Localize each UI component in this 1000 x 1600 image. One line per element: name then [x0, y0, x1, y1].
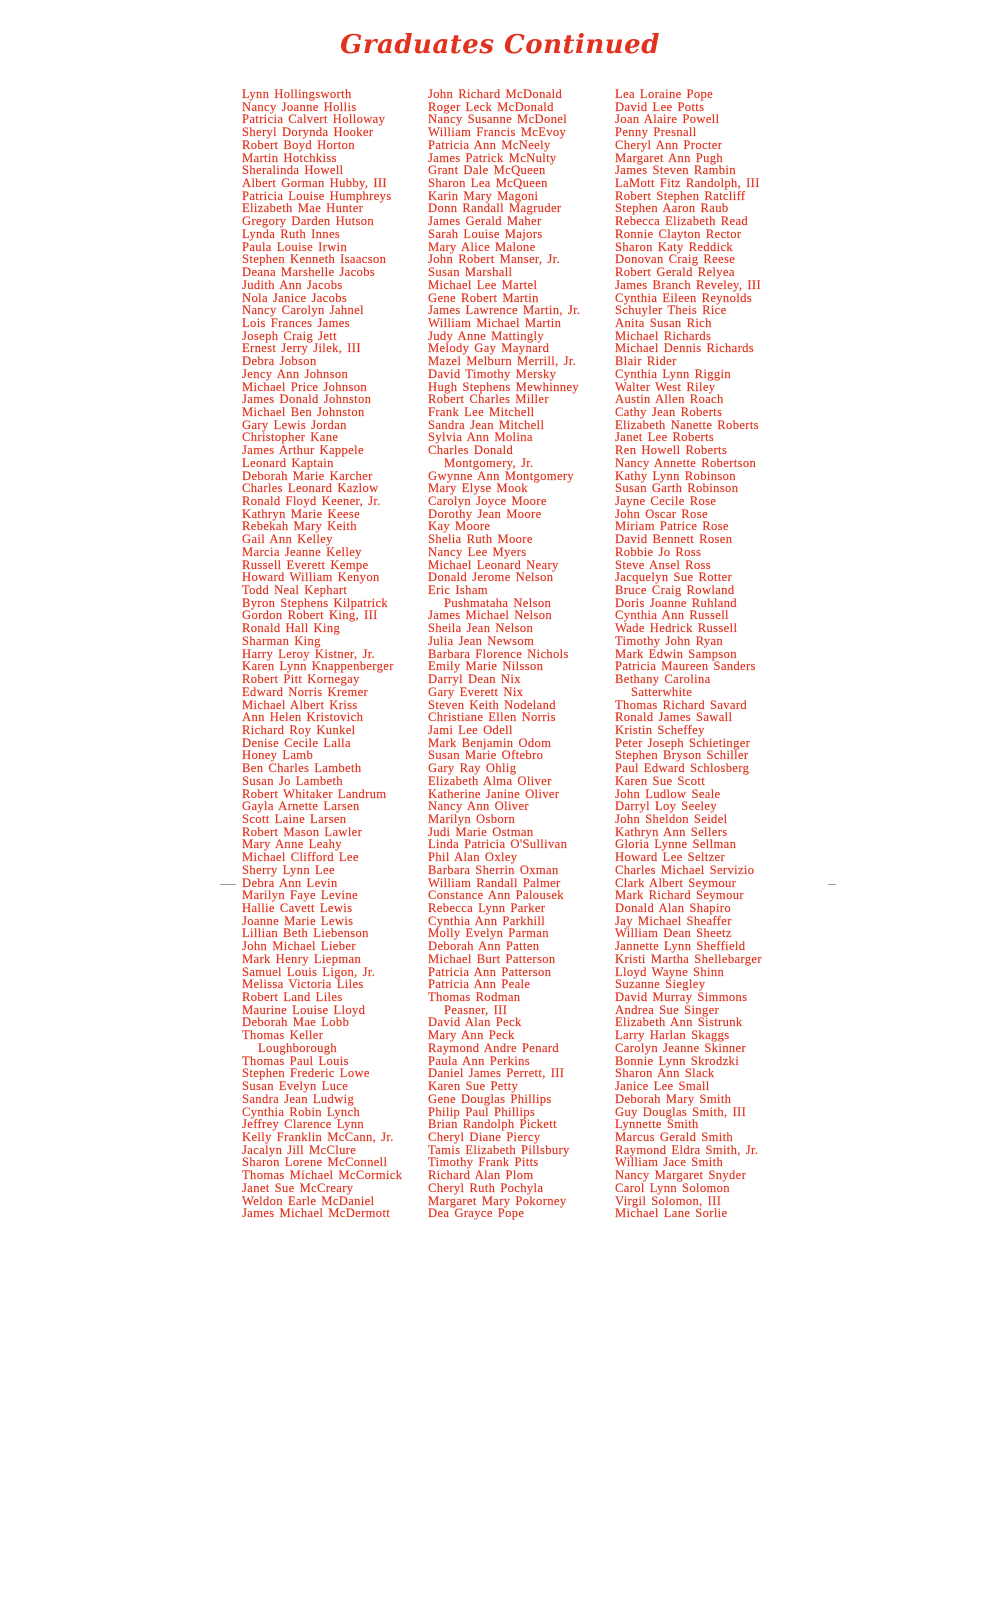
- graduate-name: Michael Lee Martel: [428, 277, 538, 292]
- graduate-name: Russell Everett Kempe: [242, 557, 369, 572]
- graduate-name: Susan Marshall: [428, 265, 513, 280]
- graduate-name: Honey Lamb: [242, 748, 314, 763]
- graduate-name: Weldon Earle McDaniel: [242, 1193, 375, 1208]
- graduate-name: Todd Neal Kephart: [242, 583, 348, 598]
- graduate-name: James Gerald Maher: [428, 214, 542, 229]
- graduate-name: Margaret Mary Pokorney: [428, 1193, 567, 1208]
- graduate-name: Patricia Louise Humphreys: [242, 188, 392, 203]
- graduate-name: Jency Ann Johnson: [242, 366, 349, 381]
- graduate-name: Kathryn Ann Sellers: [615, 824, 728, 839]
- graduate-name: John Oscar Rose: [615, 506, 708, 521]
- graduate-name: Cynthia Ann Russell: [615, 608, 729, 623]
- graduate-name: Schuyler Theis Rice: [615, 303, 727, 318]
- graduate-name: Linda Patricia O'Sullivan: [428, 837, 568, 852]
- graduate-name: Mark Edwin Sampson: [615, 646, 737, 661]
- graduate-name: David Timothy Mersky: [428, 366, 557, 381]
- graduate-name: Jannette Lynn Sheffield: [615, 939, 746, 954]
- graduate-name: Bethany Carolina: [615, 672, 711, 687]
- graduate-name: James Michael McDermott: [242, 1206, 391, 1221]
- graduate-name: Jeffrey Clarence Lynn: [242, 1117, 365, 1132]
- graduate-name: James Steven Rambin: [615, 163, 736, 178]
- graduate-name: Montgomery, Jr.: [444, 455, 534, 470]
- graduate-name: William Randall Palmer: [428, 875, 561, 890]
- graduate-name: Peasner, III: [444, 1002, 508, 1017]
- graduate-name: Nancy Susanne McDonel: [428, 112, 568, 127]
- graduate-name: Robbie Jo Ross: [615, 544, 702, 559]
- graduate-name: Richard Alan Plom: [428, 1168, 534, 1183]
- graduate-name: Judy Anne Mattingly: [428, 328, 544, 343]
- graduate-name: Michael Clifford Lee: [242, 850, 359, 865]
- graduate-name: Stephen Frederic Lowe: [242, 1066, 370, 1081]
- graduate-name: Doris Joanne Ruhland: [615, 595, 737, 610]
- graduate-name: Molly Evelyn Parman: [428, 926, 549, 941]
- graduate-name: Gail Ann Kelley: [242, 532, 333, 547]
- graduate-name: Nancy Margaret Snyder: [615, 1168, 747, 1183]
- graduate-name: Patricia Ann McNeely: [428, 137, 551, 152]
- graduate-name: Sharon Lorene McConnell: [242, 1155, 388, 1170]
- graduate-name: Judi Marie Ostman: [428, 824, 534, 839]
- graduate-name: Kristi Martha Shellebarger: [615, 951, 762, 966]
- graduate-name: Lois Frances James: [242, 315, 350, 330]
- graduate-name: Kelly Franklin McCann, Jr.: [242, 1129, 394, 1144]
- graduate-name: Joanne Marie Lewis: [242, 913, 354, 928]
- graduate-name: David Lee Potts: [615, 99, 705, 114]
- graduate-name: Katherine Janine Oliver: [428, 786, 560, 801]
- graduate-name: Kay Moore: [428, 519, 491, 534]
- graduate-name: Elizabeth Alma Oliver: [428, 773, 552, 788]
- graduate-name: Gene Robert Martin: [428, 290, 539, 305]
- graduate-name: Mark Henry Liepman: [242, 951, 362, 966]
- graduate-name: Thomas Richard Savard: [615, 697, 748, 712]
- graduate-name: Michael Richards: [615, 328, 712, 343]
- graduate-name: Joseph Craig Jett: [242, 328, 337, 343]
- graduate-name: Richard Roy Kunkel: [242, 722, 356, 737]
- graduate-name: Andrea Sue Singer: [615, 1002, 720, 1017]
- graduate-name: Albert Gorman Hubby, III: [242, 176, 387, 191]
- graduate-name: Dea Grayce Pope: [428, 1206, 525, 1221]
- graduate-name: Hallie Cavett Lewis: [242, 901, 353, 915]
- graduate-name: Gayla Arnette Larsen: [242, 799, 360, 814]
- graduate-name: Blair Rider: [615, 354, 677, 369]
- graduate-name: Roger Leck McDonald: [428, 99, 554, 114]
- graduate-name: Cynthia Robin Lynch: [242, 1104, 361, 1119]
- graduate-name: Robert Whitaker Landrum: [242, 786, 387, 801]
- graduate-name: Hugh Stephens Mewhinney: [428, 379, 579, 394]
- graduate-name: Christopher Kane: [242, 430, 339, 445]
- graduate-name: Lynnette Smith: [615, 1117, 699, 1132]
- graduate-name: Satterwhite: [631, 684, 693, 699]
- graduate-name: Mary Ann Peck: [428, 1028, 515, 1043]
- graduate-name: Steve Ansel Ross: [615, 557, 712, 572]
- graduate-name: Karin Mary Magoni: [428, 188, 539, 203]
- graduate-name: Janet Sue McCreary: [242, 1180, 354, 1195]
- graduate-name: Deborah Mary Smith: [615, 1091, 732, 1106]
- graduate-name: Sharon Ann Slack: [615, 1066, 715, 1081]
- graduate-name: Carol Lynn Solomon: [615, 1180, 730, 1195]
- graduate-name: Lillian Beth Liebenson: [242, 926, 369, 941]
- graduate-name: Sheila Jean Nelson: [428, 621, 534, 636]
- graduate-name: Karen Lynn Knappenberger: [242, 659, 394, 674]
- graduate-name: Robert Boyd Horton: [242, 137, 355, 152]
- graduate-name: Sandra Jean Ludwig: [242, 1091, 355, 1106]
- graduate-name: Jacalyn Jill McClure: [242, 1142, 357, 1157]
- graduate-name: Marcia Jeanne Kelley: [242, 544, 362, 559]
- graduate-name: Marilyn Osborn: [428, 811, 516, 826]
- graduate-name: John Sheldon Seidel: [615, 811, 728, 826]
- graduate-name: Donald Jerome Nelson: [428, 570, 554, 585]
- graduate-name: Deborah Marie Karcher: [242, 468, 373, 483]
- graduate-name: Susan Evelyn Luce: [242, 1079, 349, 1094]
- graduate-name: James Michael Nelson: [428, 608, 553, 623]
- graduate-name: Donald Alan Shapiro: [615, 901, 731, 915]
- graduate-name: Michael Price Johnson: [242, 379, 368, 394]
- graduate-name: Jayne Cecile Rose: [615, 494, 717, 508]
- graduate-name: Debra Jobson: [242, 354, 317, 369]
- graduate-name: Cheryl Diane Piercy: [428, 1129, 541, 1144]
- graduate-name: Ann Helen Kristovich: [242, 710, 364, 725]
- graduate-name: Raymond Andre Penard: [428, 1040, 560, 1055]
- graduate-name: Lea Loraine Pope: [615, 87, 714, 101]
- graduate-name: Anita Susan Rich: [615, 315, 712, 330]
- graduate-name: Nola Janice Jacobs: [242, 290, 348, 305]
- graduate-name: Nancy Annette Robertson: [615, 455, 757, 470]
- graduate-name: Constance Ann Palousek: [428, 888, 564, 903]
- graduate-name: Harry Leroy Kistner, Jr.: [242, 646, 376, 661]
- graduate-name: Sherry Lynn Lee: [242, 862, 335, 877]
- graduate-name: Nancy Carolyn Jahnel: [242, 303, 364, 318]
- graduate-name: Sharon Lea McQueen: [428, 176, 548, 191]
- graduate-name: Paula Louise Irwin: [242, 239, 348, 254]
- graduates-column-3: [615, 88, 762, 1220]
- graduate-name: Stephen Bryson Schiller: [615, 748, 749, 763]
- graduate-name: Leonard Kaptain: [242, 455, 334, 470]
- graduate-name: Brian Randolph Pickett: [428, 1117, 557, 1132]
- graduate-name: Mary Elyse Mook: [428, 481, 528, 496]
- graduate-name: Grant Dale McQueen: [428, 163, 546, 178]
- graduate-name: Gloria Lynne Sellman: [615, 837, 737, 852]
- graduate-name: Barbara Florence Nichols: [428, 646, 569, 661]
- graduate-name: Karen Sue Petty: [428, 1079, 519, 1094]
- graduate-name: Lynn Hollingsworth: [242, 87, 352, 101]
- graduate-name: Robert Land Liles: [242, 990, 343, 1005]
- graduate-name: Cynthia Ann Parkhill: [428, 913, 546, 928]
- graduate-name: Ronnie Clayton Rector: [615, 226, 742, 241]
- graduate-name: Michael Lane Sorlie: [615, 1206, 728, 1221]
- graduate-name: Clark Albert Seymour: [615, 875, 737, 890]
- graduate-name: David Murray Simmons: [615, 990, 748, 1005]
- graduate-name: Cynthia Eileen Reynolds: [615, 290, 752, 305]
- graduate-name: Paula Ann Perkins: [428, 1053, 531, 1068]
- graduate-name: Michael Albert Kriss: [242, 697, 358, 712]
- graduate-name: Margaret Ann Pugh: [615, 150, 724, 165]
- graduate-name: Larry Harlan Skaggs: [615, 1028, 730, 1043]
- graduate-name: Kathy Lynn Robinson: [615, 468, 736, 483]
- graduate-name: Robert Stephen Ratcliff: [615, 188, 746, 203]
- graduate-name: Tamis Elizabeth Pillsbury: [428, 1142, 570, 1157]
- graduate-name: Thomas Michael McCormick: [242, 1168, 403, 1183]
- graduate-name: Charles Leonard Kazlow: [242, 481, 379, 496]
- graduate-name: Carolyn Joyce Moore: [428, 494, 547, 508]
- graduate-name: Rebecca Lynn Parker: [428, 901, 546, 915]
- graduate-name: Miriam Patrice Rose: [615, 519, 729, 534]
- graduate-name: Scott Laine Larsen: [242, 811, 347, 826]
- graduate-name: William Jace Smith: [615, 1155, 724, 1170]
- graduates-column-2: [428, 88, 580, 1220]
- graduate-name: Donovan Craig Reese: [615, 252, 736, 267]
- left-margin-mark: [220, 884, 236, 885]
- graduate-name: Patricia Calvert Holloway: [242, 112, 386, 127]
- graduate-name: Eric Isham: [428, 583, 488, 598]
- graduate-name: Steven Keith Nodeland: [428, 697, 556, 712]
- graduates-column-1: [242, 88, 402, 1220]
- graduate-name: Susan Garth Robinson: [615, 481, 739, 496]
- graduate-name: Deborah Mae Lobb: [242, 1015, 350, 1030]
- graduate-name: Philip Paul Phillips: [428, 1104, 536, 1119]
- graduate-name: Michael Leonard Neary: [428, 557, 559, 572]
- graduate-name: William Francis McEvoy: [428, 125, 567, 140]
- graduate-name: Ronald Hall King: [242, 621, 341, 636]
- graduate-name: Michael Ben Johnston: [242, 404, 365, 419]
- graduate-name: Ren Howell Roberts: [615, 443, 728, 458]
- graduate-name: Phil Alan Oxley: [428, 850, 518, 865]
- graduate-name: Cheryl Ruth Pochyla: [428, 1180, 544, 1195]
- graduate-name: Darryl Dean Nix: [428, 672, 521, 687]
- graduate-name: Kathryn Marie Keese: [242, 506, 361, 521]
- graduate-name: John Robert Manser, Jr.: [428, 252, 561, 267]
- graduate-name: Lynda Ruth Innes: [242, 226, 341, 241]
- graduate-name: Austin Allen Roach: [615, 392, 724, 407]
- graduate-name: Timothy Frank Pitts: [428, 1155, 539, 1170]
- graduate-name: Sylvia Ann Molina: [428, 430, 533, 445]
- graduate-name: Nancy Lee Myers: [428, 544, 527, 559]
- graduate-name: Melody Gay Maynard: [428, 341, 550, 356]
- graduate-name: Michael Burt Patterson: [428, 951, 556, 966]
- graduate-name: Virgil Solomon, III: [615, 1193, 722, 1208]
- graduate-name: Lloyd Wayne Shinn: [615, 964, 725, 979]
- graduate-name: Stephen Kenneth Isaacson: [242, 252, 387, 267]
- graduate-name: Marcus Gerald Smith: [615, 1129, 734, 1144]
- graduate-name: Sharman King: [242, 633, 321, 648]
- graduate-name: David Alan Peck: [428, 1015, 522, 1030]
- graduate-name: John Michael Lieber: [242, 939, 356, 954]
- graduate-name: Judith Ann Jacobs: [242, 277, 343, 292]
- graduate-name: Mark Richard Seymour: [615, 888, 744, 903]
- graduate-name: Daniel James Perrett, III: [428, 1066, 565, 1081]
- graduate-name: Debra Ann Levin: [242, 875, 338, 890]
- graduate-name: Charles Donald: [428, 443, 514, 458]
- graduate-name: Thomas Rodman: [428, 990, 521, 1005]
- graduate-name: Shelia Ruth Moore: [428, 532, 533, 547]
- graduate-name: Walter West Riley: [615, 379, 716, 394]
- graduate-name: Pushmataha Nelson: [444, 595, 552, 610]
- graduate-name: Gene Douglas Phillips: [428, 1091, 552, 1106]
- graduate-name: Martin Hotchkiss: [242, 150, 337, 165]
- graduate-name: Sharon Katy Reddick: [615, 239, 734, 254]
- graduate-name: Cathy Jean Roberts: [615, 404, 723, 419]
- graduate-name: Robert Pitt Kornegay: [242, 672, 360, 687]
- graduate-name: Edward Norris Kremer: [242, 684, 369, 699]
- graduate-name: Gary Ray Ohlig: [428, 761, 517, 776]
- graduate-name: Stephen Aaron Raub: [615, 201, 729, 216]
- graduate-name: Kristin Scheffey: [615, 722, 705, 737]
- graduate-name: Samuel Louis Ligon, Jr.: [242, 964, 376, 979]
- graduate-name: Paul Edward Schlosberg: [615, 761, 750, 776]
- graduate-name: Janet Lee Roberts: [615, 430, 715, 445]
- graduate-name: Peter Joseph Schietinger: [615, 735, 751, 750]
- graduate-name: Dorothy Jean Moore: [428, 506, 542, 521]
- graduate-name: Penny Presnall: [615, 125, 697, 140]
- graduate-name: Rebekah Mary Keith: [242, 519, 357, 534]
- graduate-name: Cheryl Ann Procter: [615, 137, 723, 152]
- graduate-name: Sandra Jean Mitchell: [428, 417, 545, 432]
- graduate-name: Deborah Ann Patten: [428, 939, 540, 954]
- graduate-name: John Richard McDonald: [428, 87, 563, 101]
- graduate-name: Nancy Ann Oliver: [428, 799, 529, 814]
- graduate-name: Jay Michael Sheaffer: [615, 913, 732, 928]
- graduate-name: Patricia Maureen Sanders: [615, 659, 756, 674]
- graduate-name: David Bennett Rosen: [615, 532, 733, 547]
- graduate-name: Deana Marshelle Jacobs: [242, 265, 376, 280]
- graduate-name: Thomas Keller: [242, 1028, 324, 1043]
- graduate-name: Bruce Craig Rowland: [615, 583, 735, 598]
- graduate-name: Robert Mason Lawler: [242, 824, 363, 839]
- graduate-name: Frank Lee Mitchell: [428, 404, 535, 419]
- graduate-name: Patricia Ann Peale: [428, 977, 531, 992]
- graduate-name: Mazel Melburn Merrill, Jr.: [428, 354, 577, 369]
- graduate-name: Mary Anne Leahy: [242, 837, 342, 852]
- right-margin-mark: [828, 884, 836, 885]
- graduate-name: Elizabeth Nanette Roberts: [615, 417, 759, 432]
- graduate-name: Melissa Victoria Liles: [242, 977, 364, 992]
- graduate-name: Michael Dennis Richards: [615, 341, 755, 356]
- graduate-name: Raymond Eldra Smith, Jr.: [615, 1142, 759, 1157]
- graduate-name: Thomas Paul Louis: [242, 1053, 349, 1068]
- graduate-name: Rebecca Elizabeth Read: [615, 214, 749, 229]
- graduate-name: Jami Lee Odell: [428, 722, 513, 737]
- graduate-name: James Branch Reveley, III: [615, 277, 762, 292]
- graduate-name: Sheralinda Howell: [242, 163, 344, 178]
- graduate-name: Robert Charles Miller: [428, 392, 549, 407]
- graduate-name: Christiane Ellen Norris: [428, 710, 556, 725]
- graduate-name: Charles Michael Servizio: [615, 862, 755, 877]
- graduate-name: Donn Randall Magruder: [428, 201, 562, 216]
- graduate-name: Elizabeth Ann Sistrunk: [615, 1015, 743, 1030]
- graduate-name: Patricia Ann Patterson: [428, 964, 552, 979]
- graduate-name: Susan Marie Oftebro: [428, 748, 544, 763]
- graduate-name: Mark Benjamin Odom: [428, 735, 552, 750]
- graduate-name: Loughborough: [258, 1040, 338, 1055]
- graduate-name: Emily Marie Nilsson: [428, 659, 544, 674]
- graduate-name: Sheryl Dorynda Hooker: [242, 125, 374, 140]
- graduate-name: Howard Lee Seltzer: [615, 850, 726, 865]
- graduate-name: Guy Douglas Smith, III: [615, 1104, 747, 1119]
- graduate-name: LaMott Fitz Randolph, III: [615, 176, 760, 191]
- graduate-name: Gordon Robert King, III: [242, 608, 378, 623]
- graduate-name: James Lawrence Martin, Jr.: [428, 303, 581, 318]
- graduate-name: Timothy John Ryan: [615, 633, 724, 648]
- graduate-name: Elizabeth Mae Hunter: [242, 201, 364, 216]
- graduate-name: Darryl Loy Seeley: [615, 799, 717, 814]
- page-title: Graduates Continued: [340, 30, 660, 60]
- graduate-name: Gwynne Ann Montgomery: [428, 468, 575, 483]
- graduate-name: Barbara Sherrin Oxman: [428, 862, 559, 877]
- graduate-name: James Donald Johnston: [242, 392, 372, 407]
- graduate-name: Janice Lee Small: [615, 1079, 710, 1094]
- graduate-name: Byron Stephens Kilpatrick: [242, 595, 389, 610]
- graduate-name: John Ludlow Seale: [615, 786, 721, 801]
- graduate-name: Jacquelyn Sue Rotter: [615, 570, 733, 585]
- graduate-name: Gary Lewis Jordan: [242, 417, 347, 432]
- graduate-name: Joan Alaire Powell: [615, 112, 720, 127]
- graduate-name: Maurine Louise Lloyd: [242, 1002, 366, 1017]
- graduate-name: William Dean Sheetz: [615, 926, 732, 941]
- graduate-name: Wade Hedrick Russell: [615, 621, 738, 636]
- graduate-name: James Patrick McNulty: [428, 150, 557, 165]
- graduate-name: Ronald Floyd Keener, Jr.: [242, 494, 381, 508]
- graduate-name: Carolyn Jeanne Skinner: [615, 1040, 747, 1055]
- graduate-name: Bonnie Lynn Skrodzki: [615, 1053, 740, 1068]
- graduate-name: Suzanne Siegley: [615, 977, 706, 992]
- graduate-name: Karen Sue Scott: [615, 773, 706, 788]
- graduate-name: Nancy Joanne Hollis: [242, 99, 357, 114]
- graduate-name: Ben Charles Lambeth: [242, 761, 362, 776]
- graduate-name: Julia Jean Newsom: [428, 633, 535, 648]
- graduate-name: Ronald James Sawall: [615, 710, 733, 725]
- graduate-name: Gregory Darden Hutson: [242, 214, 375, 229]
- graduate-name: Howard William Kenyon: [242, 570, 380, 585]
- graduate-name: Cynthia Lynn Riggin: [615, 366, 732, 381]
- graduate-name: Gary Everett Nix: [428, 684, 524, 699]
- graduate-name: Sarah Louise Majors: [428, 226, 543, 241]
- graduate-name: James Arthur Kappele: [242, 443, 364, 458]
- graduate-name: Susan Jo Lambeth: [242, 773, 343, 788]
- graduate-name: Mary Alice Malone: [428, 239, 536, 254]
- graduate-name: Robert Gerald Relyea: [615, 265, 735, 280]
- graduate-name: Denise Cecile Lalla: [242, 735, 351, 750]
- graduate-name: William Michael Martin: [428, 315, 562, 330]
- graduate-name: Marilyn Faye Levine: [242, 888, 358, 903]
- graduate-name: Ernest Jerry Jilek, III: [242, 341, 361, 356]
